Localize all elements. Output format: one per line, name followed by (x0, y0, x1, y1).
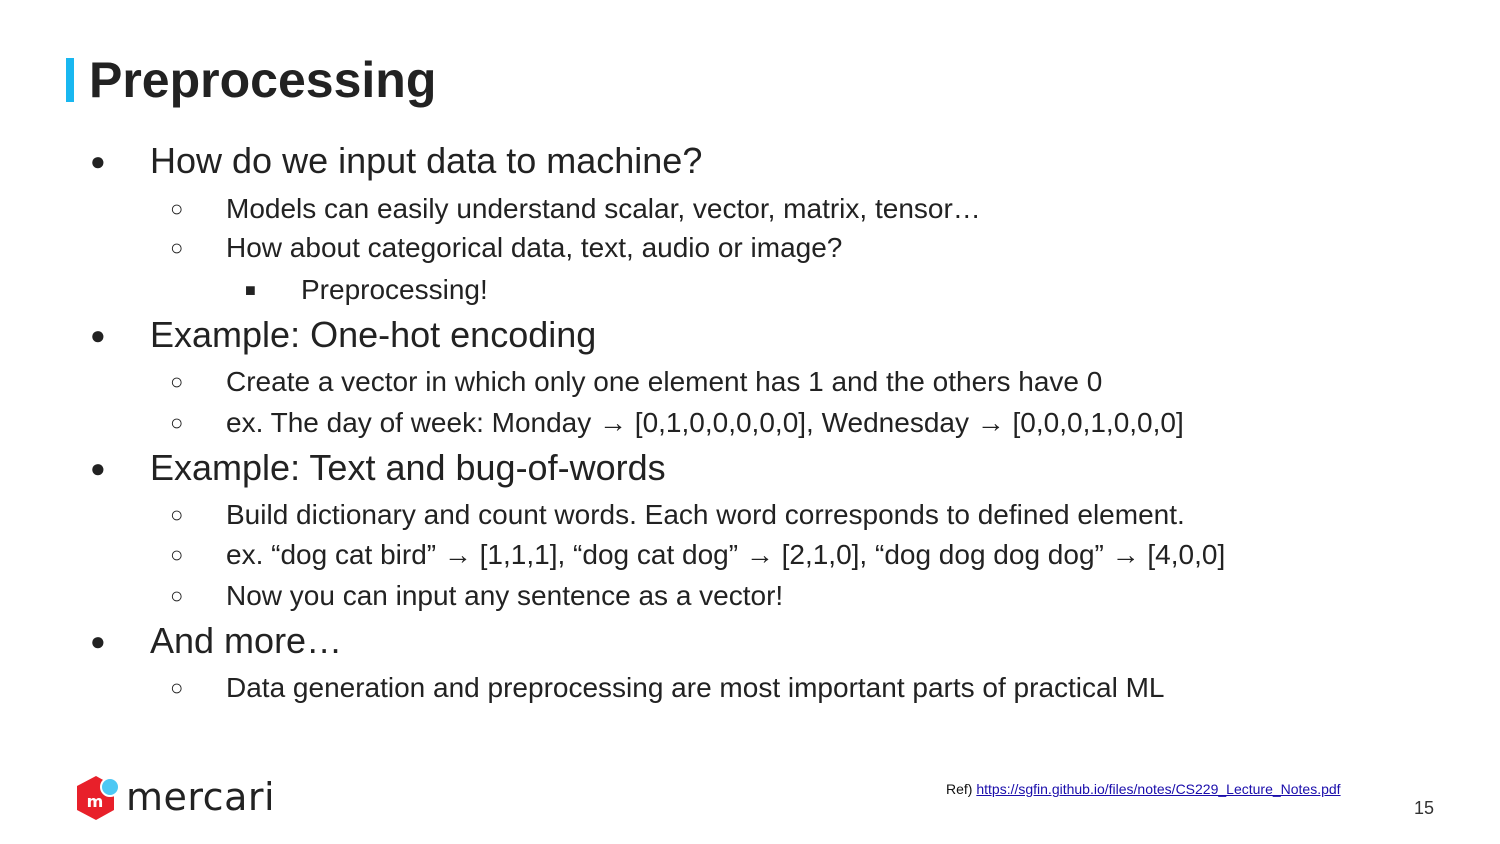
bullet-marker: ● (90, 626, 106, 656)
bullet-marker: ○ (170, 583, 184, 608)
bullet-marker: ● (90, 453, 106, 483)
bullet-marker: ○ (170, 675, 184, 700)
reference-note (946, 780, 1341, 798)
mercari-logo-mark-icon (74, 774, 124, 824)
bullet-text: ex. “dog cat bird” → [1,1,1], “dog cat dog” → [2,1,0], “dog dog dog dog” → [4,0,0] (226, 539, 1226, 570)
bullet-marker: ○ (170, 542, 184, 567)
bullet-marker: ○ (170, 369, 184, 394)
mercari-logo (74, 774, 276, 824)
slide-title: Preprocessing (89, 52, 437, 108)
bullet-marker: ■ (245, 280, 256, 300)
bullet-text: How do we input data to machine? (150, 140, 703, 181)
bullet-text: Now you can input any sentence as a vector! (226, 580, 784, 611)
bullet-text: ex. The day of week: Monday → [0,1,0,0,0,0,0], Wednesday → [0,0,0,1,0,0,0] (226, 407, 1184, 438)
bullet-marker: ● (90, 320, 106, 350)
bullet-text: Create a vector in which only one element has 1 and the others have 0 (226, 366, 1103, 397)
bullet-text: Example: Text and bug-of-words (150, 447, 666, 488)
logo-wordmark: mercari (126, 775, 276, 819)
bullet-text: Example: One-hot encoding (150, 314, 597, 355)
bullet-text: Models can easily understand scalar, vector, matrix, tensor… (226, 193, 981, 224)
bullet-marker: ○ (170, 196, 184, 221)
bullet-marker: ○ (170, 235, 184, 260)
logo-mark-letter: m (86, 792, 104, 811)
bullet-text: And more… (150, 620, 343, 661)
reference-link[interactable]: https://sgfin.github.io/files/notes/CS229_Lecture_Notes.pdf (976, 781, 1341, 797)
page-number: 15 (1413, 798, 1434, 818)
title-accent-bar (66, 58, 74, 102)
bullet-text: Preprocessing! (301, 274, 488, 305)
bullet-text: How about categorical data, text, audio or image? (226, 232, 843, 263)
bullet-marker: ○ (170, 502, 184, 527)
bullet-marker: ○ (170, 410, 184, 435)
reference-label: Ref) (946, 781, 973, 797)
bullet-marker: ● (90, 146, 106, 176)
bullet-text: Data generation and preprocessing are most important parts of practical ML (226, 672, 1165, 703)
bullet-text: Build dictionary and count words. Each word corresponds to defined element. (226, 499, 1185, 530)
